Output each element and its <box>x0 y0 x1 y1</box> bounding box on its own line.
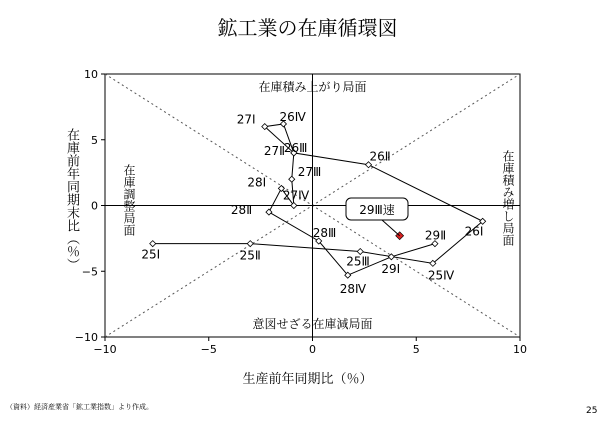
point-label: 26Ⅰ <box>464 224 484 239</box>
source-note: （資料）経済産業省「鉱工業指数」より作成。 <box>6 403 153 411</box>
y-tick-label: −10 <box>74 331 98 344</box>
x-tick-label: −5 <box>200 343 217 356</box>
phase-label-left: 在庫調整局面 <box>122 164 136 236</box>
callout-leader <box>382 220 400 236</box>
data-point <box>266 209 272 215</box>
point-label: 27Ⅲ <box>297 165 322 180</box>
series-line <box>153 124 483 275</box>
data-point <box>150 241 156 247</box>
chart-title: 鉱工業の在庫循環図 <box>217 16 398 40</box>
data-point <box>247 241 253 247</box>
point-label: 26Ⅲ <box>283 140 308 155</box>
point-label: 25Ⅲ <box>346 254 370 269</box>
point-label: 28Ⅱ <box>230 203 253 218</box>
point-label: 28Ⅰ <box>247 175 267 190</box>
y-tick-label: 5 <box>91 133 98 147</box>
page-number: 25 <box>586 406 598 416</box>
point-label: 27Ⅰ <box>236 112 256 127</box>
point-label: 26Ⅱ <box>369 149 391 164</box>
callout-label: 29Ⅲ速 <box>359 203 395 217</box>
phase-label-bottom: 意図せざる在庫減局面 <box>252 317 373 331</box>
phase-label-right: 在庫積み増し局面 <box>501 150 515 246</box>
point-label: 29Ⅰ <box>381 261 401 276</box>
phase-label-top: 在庫積み上がり局面 <box>258 80 367 94</box>
y-tick-label: −5 <box>81 265 98 279</box>
point-label: 28Ⅲ <box>312 226 337 241</box>
point-label: 27Ⅱ <box>263 143 286 158</box>
point-label: 25Ⅱ <box>239 248 261 263</box>
x-tick-label: 0 <box>309 343 316 356</box>
y-tick-label: 10 <box>84 68 98 81</box>
x-tick-label: −10 <box>93 343 117 356</box>
point-label: 27Ⅳ <box>282 188 310 203</box>
point-label: 29Ⅱ <box>424 228 447 243</box>
x-tick-label: 10 <box>513 343 527 356</box>
y-tick-label: 0 <box>91 199 98 213</box>
point-label: 25Ⅳ <box>427 268 455 283</box>
x-tick-label: 5 <box>412 343 420 356</box>
y-axis-label: 在庫前年同期末比（％） <box>64 128 79 271</box>
point-label: 25Ⅰ <box>141 247 161 262</box>
point-label: 26Ⅳ <box>279 109 306 124</box>
point-label: 28Ⅳ <box>339 282 367 297</box>
x-axis-label: 生産前年同期比（％） <box>242 372 373 387</box>
data-point <box>289 176 295 182</box>
